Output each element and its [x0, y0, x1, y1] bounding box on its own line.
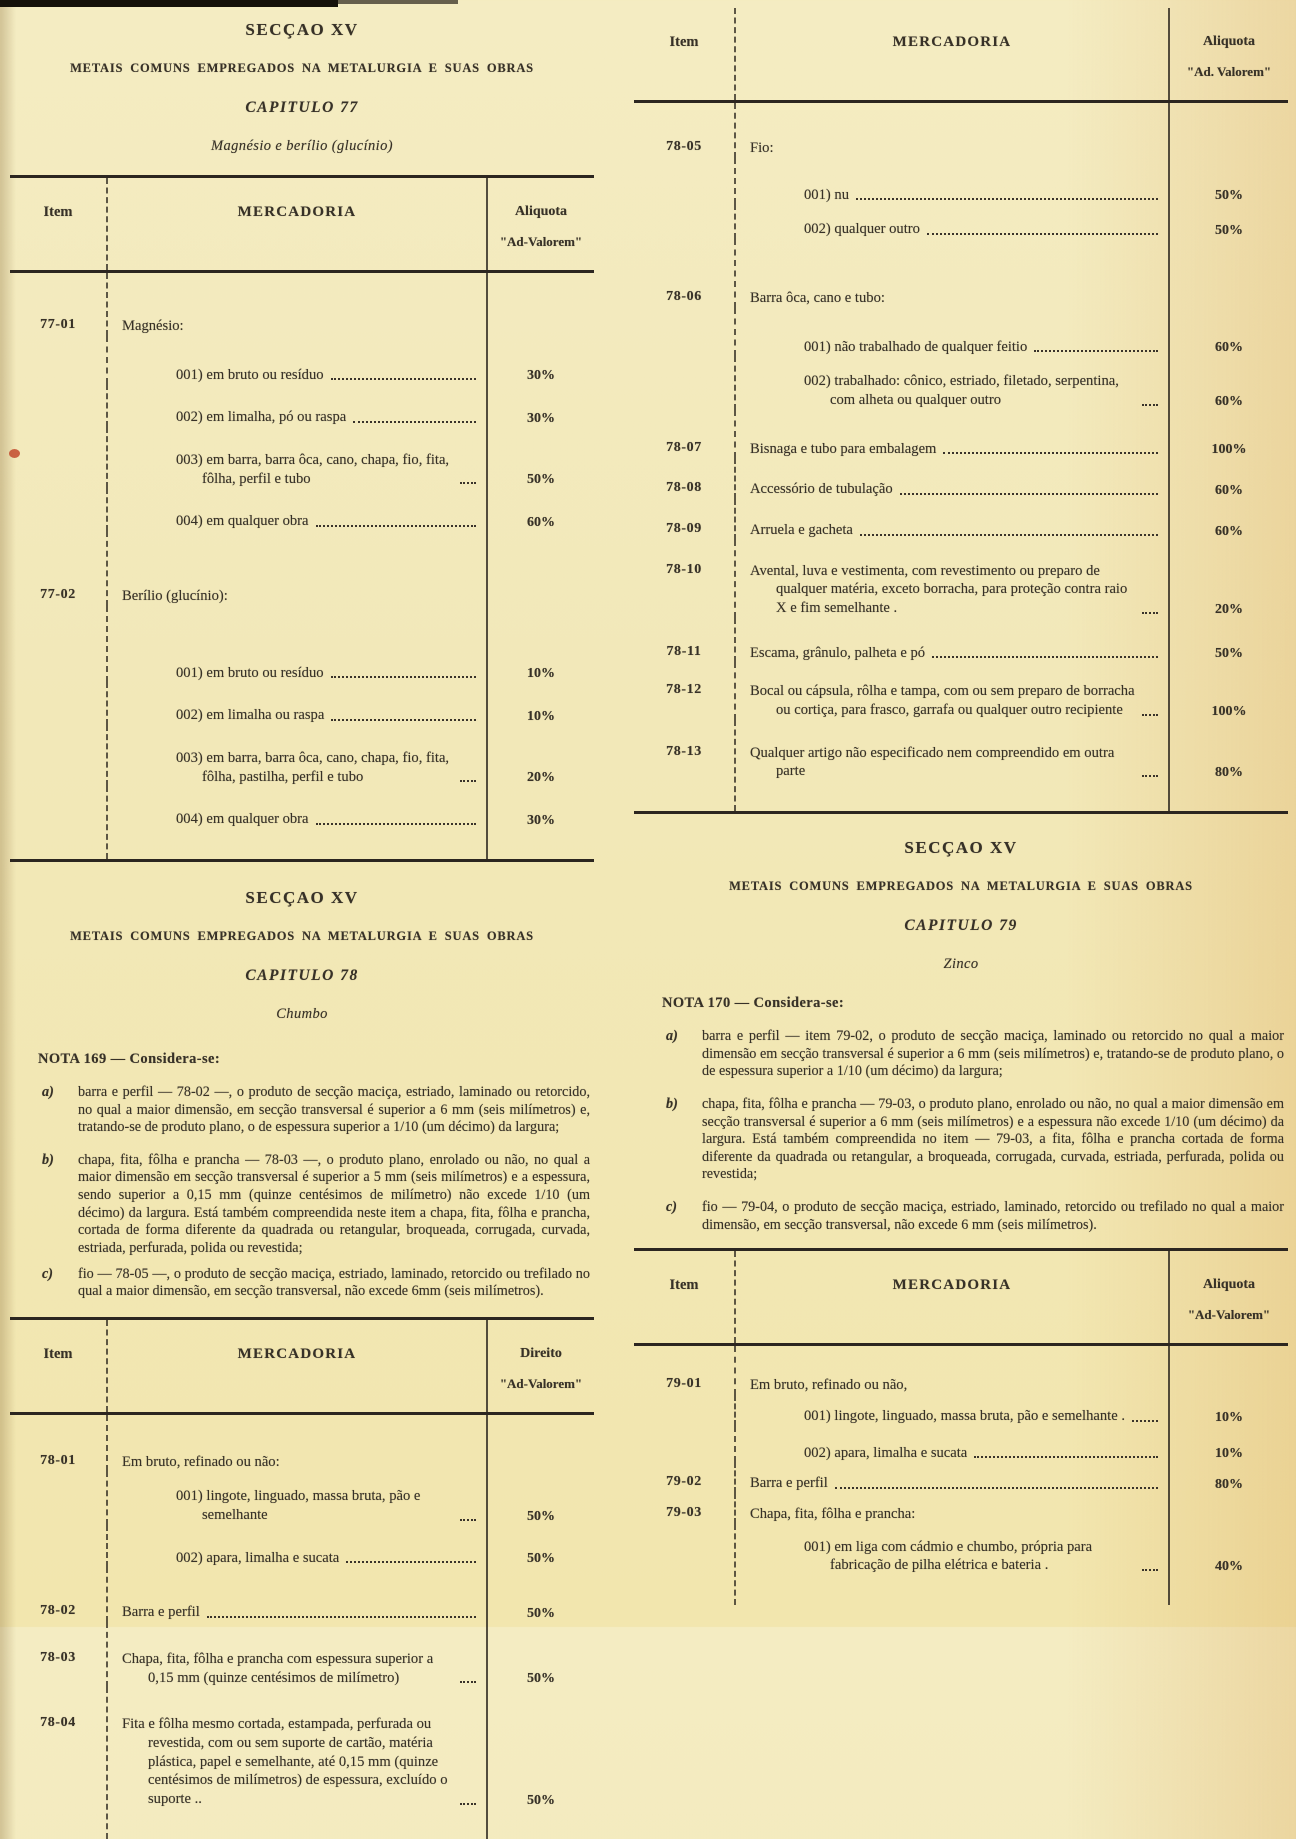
- rate-value: 100%: [1211, 442, 1247, 458]
- item-text: Chapa, fita, fôlha e prancha com espessura superior a 0,15 mm (quinze centésimos de milímetro): [122, 1651, 434, 1686]
- table-row: [634, 499, 1288, 540]
- rate-value: 10%: [527, 709, 555, 725]
- table-row: [10, 606, 594, 683]
- item-text: Qualquer artigo não especificado nem compreendido em outra parte: [750, 744, 1115, 780]
- table-row: [634, 1346, 1288, 1395]
- section-subtitle: METAIS COMUNS EMPREGADOS NA METALURGIA E SUAS OBRAS: [70, 61, 534, 75]
- item-text: Barra e perfil: [122, 1604, 200, 1621]
- nota-letter: c): [666, 1198, 678, 1215]
- item-text: Barra e perfil: [750, 1475, 828, 1492]
- table-row: [634, 158, 1288, 205]
- section-title: SECÇAO XV: [245, 888, 359, 908]
- rate-value: 60%: [527, 515, 555, 531]
- sub-item-text: 001) em bruto ou resíduo: [176, 366, 324, 383]
- item-code: [10, 682, 106, 725]
- rate-value: 80%: [1215, 765, 1243, 781]
- nota-letter: b): [666, 1095, 678, 1112]
- mercadoria-cell: [734, 410, 1170, 459]
- rate-value: 50%: [527, 1551, 555, 1567]
- nota-item-a: [38, 1084, 590, 1137]
- nota-item-b: [662, 1096, 1284, 1184]
- section-subtitle: METAIS COMUNS EMPREGADOS NA METALURGIA E SUAS OBRAS: [729, 879, 1193, 894]
- nota-letter: b): [42, 1151, 54, 1168]
- item-code: [634, 1426, 734, 1463]
- table-row: [10, 1471, 594, 1524]
- mercadoria-cell: [734, 356, 1170, 409]
- rate-value: 60%: [1215, 340, 1243, 356]
- item-label: Em bruto, refinado ou não,: [750, 1377, 908, 1394]
- table-row: [634, 458, 1288, 499]
- rate-value: 50%: [527, 472, 555, 488]
- mercadoria-cell: [106, 1687, 488, 1838]
- col-header-item: Item: [669, 34, 699, 50]
- rate-header-line2: "Ad-Valorem": [499, 1375, 583, 1391]
- table-row: [10, 427, 594, 488]
- rate-header-line2: "Ad. Valorem": [1186, 64, 1272, 79]
- mercadoria-cell: [734, 662, 1170, 719]
- item-label: Berílio (glucínio):: [122, 588, 228, 605]
- mercadoria-cell: [106, 786, 488, 859]
- table-body: [634, 1346, 1288, 1605]
- rate-value: 50%: [1215, 188, 1243, 204]
- nota-item-a: [662, 1028, 1284, 1081]
- table-row: [634, 662, 1288, 719]
- sub-item-text: 002) em limalha, pó ou raspa: [176, 409, 347, 426]
- scan-edge-artifact-faint: [338, 0, 458, 4]
- dot-leader: [974, 1456, 1158, 1458]
- nota-170: [662, 995, 1284, 1234]
- mercadoria-cell: [734, 1493, 1170, 1524]
- dot-leader: [932, 656, 1158, 658]
- mercadoria-cell: [106, 488, 488, 531]
- item-label: Magnésio:: [122, 318, 184, 334]
- table-header: [634, 1251, 1288, 1346]
- rate-value: 50%: [527, 1606, 555, 1622]
- dot-leader: [835, 1487, 1158, 1489]
- table-body: [634, 103, 1288, 811]
- item-code: 79-03: [666, 1504, 702, 1520]
- sub-item-text: 001) nu: [804, 186, 849, 203]
- nota-item-c: [38, 1266, 590, 1301]
- nota-text: chapa, fita, fôlha e prancha — 78-03 —, o produto plano, enrolado ou não, no qual a maior dimensão em secção transversal é superior a 5 mm (seis milímetros) e a espessura, sendo superior a 0,15 mm (quinze centésimos de milímetro) não excede 1/10 (um décimo) da largura. Está também compreendida neste item a chapa, fita, fôlha e prancha, cortada de forma diferente da quadrada ou retangular, broqueada, corrugada, curvada, estriada, perfurada, polida ou revestida;: [78, 1151, 590, 1256]
- mercadoria-cell: [106, 336, 488, 385]
- dot-leader: [900, 493, 1158, 495]
- item-code: [10, 606, 106, 683]
- table-row: [10, 786, 594, 859]
- item-text: Avental, luva e vestimenta, com revestimento ou preparo de qualquer matéria, exceto borracha, para proteção contra raio X e fim semelhante .: [750, 562, 1128, 617]
- mercadoria-cell: [106, 725, 488, 786]
- mercadoria-cell: [106, 1471, 488, 1524]
- dot-leader: [331, 676, 476, 678]
- mercadoria-cell: [734, 1346, 1170, 1395]
- table-row: [10, 336, 594, 385]
- item-code: [634, 308, 734, 357]
- dot-leader: [1142, 404, 1158, 406]
- rate-value: 50%: [527, 1508, 555, 1524]
- item-code: 78-01: [40, 1452, 76, 1468]
- table-row: [634, 1493, 1288, 1524]
- item-code: 77-02: [40, 587, 76, 603]
- item-text: Bisnaga e tubo para embalagem: [750, 440, 937, 457]
- sub-item-text: 001) em bruto ou resíduo: [176, 664, 324, 681]
- nota-text: barra e perfil — item 79-02, o produto de secção maciça, laminado ou retorcido no qual a maior dimensão em secção transversal é superior a 6 mm (seis milímetros) e, tratando-se de produto plano, o de espessura superior a 1/10 (um décimo) da largura;: [702, 1028, 1284, 1080]
- item-code: [10, 427, 106, 488]
- mercadoria-cell: [106, 427, 488, 488]
- mercadoria-cell: [106, 1622, 488, 1687]
- item-label: Fio:: [750, 140, 774, 156]
- rate-value: 10%: [1215, 1409, 1243, 1425]
- nota-text: chapa, fita, fôlha e prancha — 79-03, o produto plano, enrolado ou não, no qual a maior dimensão em secção transversal é superior a 6 mm (seis milímetros) e a espessura não excede 1/10 (um décimo) da largura. Está também compreendida no item — 79-03, a fita, fôlha e prancha cortada de forma diferente da quadrada ou retangular, a broqueada, corrugada, curvada, estriada, perfurada, polida ou revestida;: [702, 1095, 1284, 1183]
- table-row: [634, 720, 1288, 811]
- nota-text: fio — 79-04, o produto de secção maciça, estriado, laminado, retorcido ou trefilado no qual a maior dimensão, em secção transversal, não excede 6 mm (seis milímetros).: [702, 1198, 1284, 1233]
- dot-leader: [1142, 612, 1158, 614]
- table-header: [634, 8, 1288, 103]
- item-code: 78-02: [40, 1603, 76, 1619]
- item-code: 78-09: [666, 521, 702, 537]
- mercadoria-cell: [734, 499, 1170, 540]
- table-row: [10, 1622, 594, 1687]
- dot-leader: [353, 421, 476, 423]
- table-row: [10, 384, 594, 427]
- col-header-rate: [1170, 1251, 1288, 1343]
- rate-header-line2: "Ad-Valorem": [499, 234, 583, 249]
- table-row: [10, 531, 594, 606]
- section-header-ch78: [10, 888, 594, 1023]
- table-header: [10, 178, 594, 273]
- rate-value: 50%: [527, 1671, 555, 1687]
- item-code: [10, 725, 106, 786]
- table-row: [10, 1567, 594, 1622]
- table-row: [634, 410, 1288, 459]
- col-header-mercadoria: MERCADORIA: [106, 178, 488, 270]
- mercadoria-cell: [734, 1426, 1170, 1463]
- section-title: SECÇAO XV: [904, 838, 1018, 858]
- rate-value: 10%: [1215, 1446, 1243, 1462]
- item-text: Escama, grânulo, palheta e pó: [750, 644, 926, 661]
- rate-value: 60%: [1215, 393, 1243, 409]
- chapter-title: CAPITULO 78: [245, 967, 359, 985]
- rate-value: 50%: [527, 1792, 555, 1808]
- dot-leader: [460, 1519, 476, 1521]
- item-label: Em bruto, refinado ou não:: [122, 1453, 280, 1470]
- section-subtitle: METAIS COMUNS EMPREGADOS NA METALURGIA E SUAS OBRAS: [70, 929, 534, 944]
- sub-item-text: 001) lingote, linguado, massa bruta, pão e semelhante: [176, 1488, 421, 1524]
- item-code: 78-05: [666, 139, 702, 154]
- dot-leader: [1132, 1420, 1158, 1422]
- mercadoria-cell: [734, 618, 1170, 663]
- dot-leader: [943, 452, 1158, 454]
- item-code: [634, 204, 734, 239]
- dot-leader: [207, 1616, 476, 1618]
- rate-value: 30%: [527, 368, 555, 384]
- dot-leader: [460, 482, 476, 484]
- mercadoria-cell: [734, 1395, 1170, 1426]
- item-code: [10, 786, 106, 859]
- item-code: 79-02: [666, 1474, 702, 1490]
- item-code: [10, 1471, 106, 1524]
- table-row: [10, 725, 594, 786]
- mercadoria-cell: [734, 720, 1170, 811]
- nota-title: NOTA 170 — Considera-se:: [662, 995, 845, 1012]
- rate-value: 20%: [527, 770, 555, 786]
- chapter-subject: Zinco: [943, 956, 979, 973]
- sub-item-text: 003) em barra, barra ôca, cano, chapa, fio, fita, fôlha, pastilha, perfil e tubo: [176, 750, 450, 785]
- dot-leader: [856, 198, 1158, 200]
- nota-item-b: [38, 1152, 590, 1258]
- right-column: [634, 8, 1288, 1839]
- table-body: [10, 273, 594, 859]
- item-code: [10, 336, 106, 385]
- col-header-mercadoria: MERCADORIA: [734, 8, 1170, 100]
- item-code: [634, 356, 734, 409]
- table-header: [10, 1320, 594, 1415]
- rate-value: 40%: [1215, 1558, 1243, 1574]
- dot-leader: [860, 534, 1158, 536]
- dot-leader: [460, 780, 476, 782]
- dot-leader: [460, 1803, 476, 1805]
- sub-item-text: 001) em liga com cádmio e chumbo, própria para fabricação de pilha elétrica e bateria .: [804, 1538, 1093, 1574]
- rate-header-line1: Direito: [520, 1345, 562, 1361]
- item-code: 78-07: [666, 439, 702, 455]
- item-code: [634, 158, 734, 205]
- table-row: [10, 1415, 594, 1472]
- section-header-ch79: [634, 838, 1288, 973]
- item-code: 78-10: [666, 561, 702, 577]
- sub-item-text: 002) apara, limalha e sucata: [176, 1549, 340, 1566]
- item-code: 78-11: [666, 643, 702, 659]
- table-row: [634, 618, 1288, 663]
- tariff-table-ch78-right: [634, 8, 1288, 814]
- mercadoria-cell: [734, 204, 1170, 239]
- rate-value: 30%: [527, 411, 555, 427]
- tariff-table-ch77: [10, 175, 594, 862]
- mercadoria-cell: [106, 273, 488, 336]
- mercadoria-cell: [106, 682, 488, 725]
- item-text: Bocal ou cápsula, rôlha e tampa, com ou sem preparo de borracha ou cortiça, para frasco, garrafa ou qualquer outro recipiente: [750, 683, 1135, 719]
- item-code: [10, 488, 106, 531]
- table-row: [634, 204, 1288, 239]
- item-code: 78-12: [666, 682, 702, 698]
- mercadoria-cell: [734, 1524, 1170, 1605]
- col-header-rate: [488, 1320, 594, 1412]
- dot-leader: [1142, 775, 1158, 777]
- nota-title: NOTA 169 — Considera-se:: [38, 1051, 221, 1068]
- nota-letter: a): [42, 1084, 54, 1101]
- sub-item-text: 004) em qualquer obra: [176, 513, 309, 530]
- nota-169: [38, 1051, 590, 1301]
- dot-leader: [346, 1561, 476, 1563]
- item-code: 78-03: [40, 1650, 76, 1666]
- item-code: [634, 1395, 734, 1426]
- mercadoria-cell: [734, 540, 1170, 618]
- sub-item-text: 002) qualquer outro: [804, 221, 920, 238]
- red-ink-mark: [9, 449, 20, 458]
- col-header-rate: [1170, 8, 1288, 100]
- rate-value: 60%: [1215, 523, 1243, 539]
- sub-item-text: 002) em limalha ou raspa: [176, 707, 325, 724]
- table-row: [10, 488, 594, 531]
- table-row: [10, 1687, 594, 1838]
- item-text: Fita e fôlha mesmo cortada, estampada, perfurada ou revestida, com ou sem suporte de cartão, matéria plástica, papel e semelhante, até 0,15 mm (quinze centésimos de milímetros) de espessura, excluído o suporte ..: [122, 1716, 448, 1808]
- item-code: [10, 1525, 106, 1568]
- mercadoria-cell: [106, 1567, 488, 1622]
- sub-item-text: 003) em barra, barra ôca, cano, chapa, fio, fita, fôlha, perfil e tubo: [176, 452, 450, 487]
- rate-value: 60%: [1215, 483, 1243, 499]
- chapter-subject: Chumbo: [276, 1006, 328, 1023]
- mercadoria-cell: [734, 239, 1170, 308]
- scan-edge-artifact: [0, 0, 338, 7]
- dot-leader: [316, 525, 476, 527]
- sub-item-text: 002) trabalhado: cônico, estriado, filetado, serpentina, com alheta ou qualquer outro: [804, 373, 1119, 409]
- sub-item-text: 002) apara, limalha e sucata: [804, 1444, 968, 1461]
- table-row: [634, 356, 1288, 409]
- table-row: [634, 308, 1288, 357]
- tariff-table-ch78-left: [10, 1317, 594, 1839]
- item-code: 78-08: [666, 480, 702, 496]
- col-header-item: Item: [43, 204, 73, 220]
- nota-letter: c): [42, 1265, 54, 1282]
- rate-value: 100%: [1211, 703, 1247, 719]
- dot-leader: [316, 823, 476, 825]
- dot-leader: [1142, 1569, 1158, 1571]
- mercadoria-cell: [734, 103, 1170, 158]
- dot-leader: [331, 719, 476, 721]
- table-row: [634, 239, 1288, 308]
- mercadoria-cell: [106, 606, 488, 683]
- left-column: [10, 8, 594, 1839]
- item-code: [634, 1524, 734, 1605]
- table-row: [634, 1426, 1288, 1463]
- rate-value: 10%: [527, 666, 555, 682]
- item-label: Barra ôca, cano e tubo:: [750, 290, 885, 307]
- chapter-subject: Magnésio e berílio (glucínio): [211, 138, 393, 154]
- chapter-title: CAPITULO 79: [904, 917, 1018, 935]
- dot-leader: [1142, 714, 1158, 716]
- table-row: [634, 1395, 1288, 1426]
- item-code: 78-06: [666, 289, 702, 305]
- nota-letter: a): [666, 1028, 678, 1045]
- rate-header-line1: Aliquota: [1202, 34, 1256, 49]
- mercadoria-cell: [734, 158, 1170, 205]
- sub-item-text: 004) em qualquer obra: [176, 811, 309, 828]
- section-header-ch77: [10, 20, 594, 155]
- rate-value: 80%: [1215, 1476, 1243, 1492]
- col-header-mercadoria: MERCADORIA: [106, 1320, 488, 1412]
- rate-header-line2: "Ad-Valorem": [1187, 1307, 1271, 1323]
- table-row: [10, 1525, 594, 1568]
- item-code: 78-13: [666, 743, 702, 759]
- table-row: [634, 103, 1288, 158]
- mercadoria-cell: [106, 1525, 488, 1568]
- nota-text: barra e perfil — 78-02 —, o produto de secção maciça, estriado, laminado ou retorcido, no qual a maior dimensão, em secção transversal é superior a 6 mm (seis milímetros) e, tratando-se de produto plano, o de espessura superior a 1/10 (um décimo) da largura;: [78, 1084, 590, 1136]
- col-header-item: Item: [43, 1345, 73, 1362]
- item-code: 78-04: [40, 1715, 76, 1731]
- tariff-table-ch79: [634, 1248, 1288, 1605]
- rate-value: 50%: [1215, 646, 1243, 662]
- rate-header-line1: Aliquota: [1202, 1277, 1256, 1293]
- mercadoria-cell: [106, 384, 488, 427]
- rate-value: 50%: [1215, 223, 1243, 239]
- mercadoria-cell: [106, 531, 488, 606]
- table-row: [634, 540, 1288, 618]
- rate-value: 30%: [527, 813, 555, 829]
- table-row: [10, 273, 594, 336]
- item-text: Arruela e gacheta: [750, 522, 853, 539]
- rate-header-line1: Aliquota: [514, 204, 568, 219]
- dot-leader: [927, 233, 1158, 235]
- item-code: 79-01: [666, 1376, 702, 1392]
- rate-value: 20%: [1215, 601, 1243, 617]
- col-header-item: Item: [669, 1277, 699, 1294]
- col-header-mercadoria: MERCADORIA: [734, 1251, 1170, 1343]
- mercadoria-cell: [106, 1415, 488, 1472]
- section-title: SECÇAO XV: [245, 20, 359, 39]
- item-text: Accessório de tubulação: [750, 481, 893, 498]
- mercadoria-cell: [734, 458, 1170, 499]
- table-row: [634, 1462, 1288, 1493]
- table-row: [634, 1524, 1288, 1605]
- sub-item-text: 001) não trabalhado de qualquer feitio: [804, 338, 1028, 355]
- mercadoria-cell: [734, 308, 1170, 357]
- item-label: Chapa, fita, fôlha e prancha:: [750, 1505, 916, 1522]
- nota-text: fio — 78-05 —, o produto de secção maciça, estriado, laminado, retorcido ou trefilado no qual a maior dimensão, em secção transversal, não excede 6mm (seis milímetros).: [78, 1265, 590, 1300]
- item-code: [10, 384, 106, 427]
- sub-item-text: 001) lingote, linguado, massa bruta, pão e semelhante .: [804, 1407, 1125, 1424]
- nota-item-c: [662, 1199, 1284, 1234]
- item-code: 77-01: [40, 317, 76, 332]
- table-row: [10, 682, 594, 725]
- dot-leader: [1034, 350, 1158, 352]
- dot-leader: [331, 378, 476, 380]
- chapter-title: CAPITULO 77: [245, 99, 359, 116]
- mercadoria-cell: [734, 1462, 1170, 1493]
- dot-leader: [460, 1681, 476, 1683]
- col-header-rate: [488, 178, 594, 270]
